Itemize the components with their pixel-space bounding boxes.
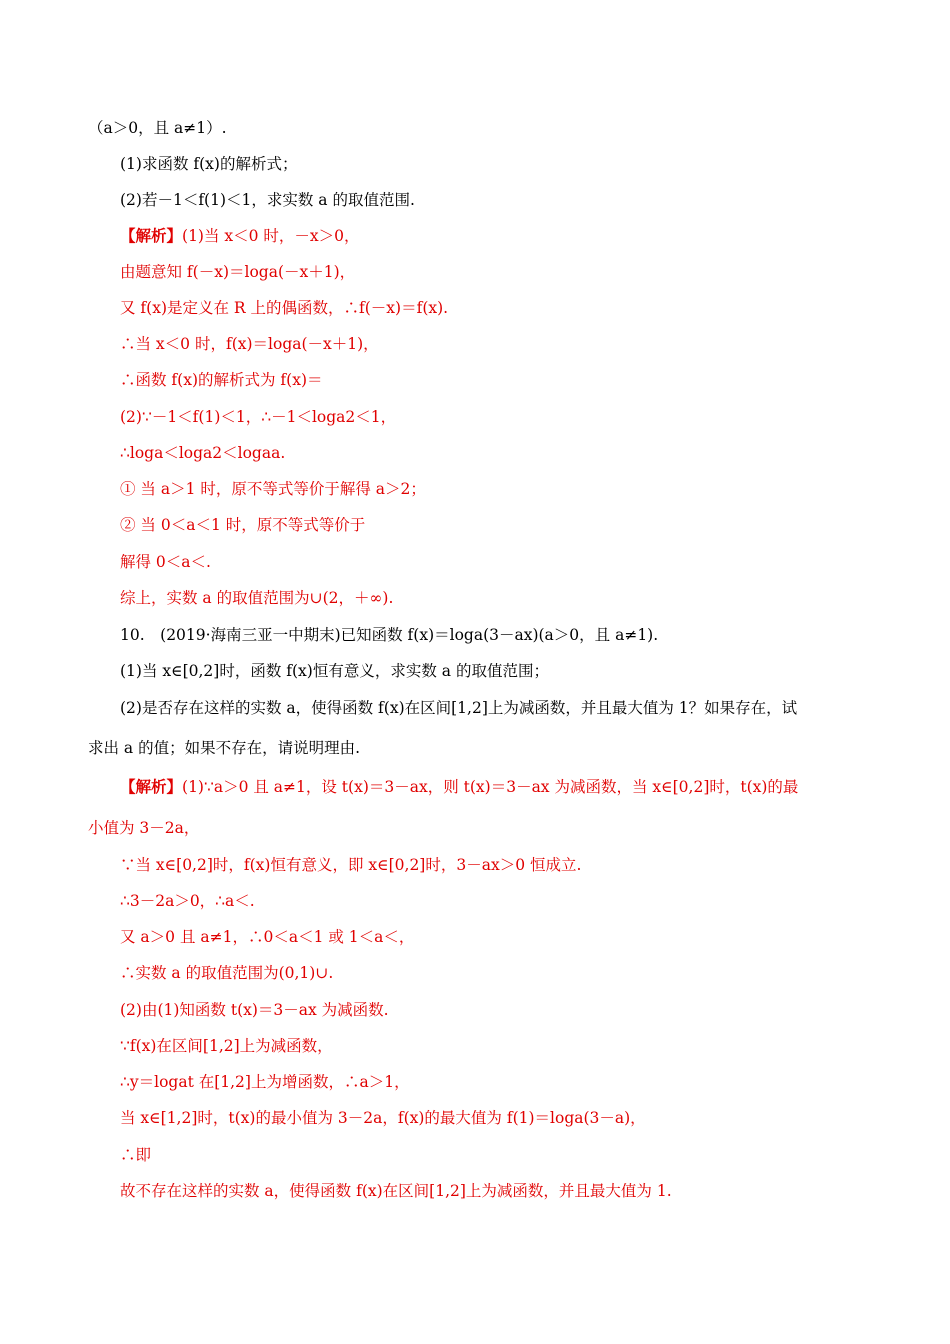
solution-line: (2)∵－1＜f(1)＜1，∴－1＜loga2＜1， <box>120 408 397 426</box>
solution-line: ∴实数 a 的取值范围为(0,1)∪. <box>120 964 334 982</box>
solution-line: ∴y＝logat 在[1,2]上为增函数，∴a＞1， <box>120 1073 410 1091</box>
solution-conclusion: 故不存在这样的实数 a，使得函数 f(x)在区间[1,2]上为减函数，并且最大值为 1. <box>120 1182 672 1200</box>
solution-line: 当 x∈[1,2]时，t(x)的最小值为 3－2a，f(x)的最大值为 f(1)＝loga(3－a)， <box>120 1109 646 1127</box>
solution-line: 解得 0＜a＜. <box>120 553 211 571</box>
solution-line: ∵当 x∈[0,2]时，f(x)恒有意义，即 x∈[0,2]时，3－ax＞0 恒成立. <box>120 856 582 874</box>
solution-line: ∴函数 f(x)的解析式为 f(x)＝ <box>120 371 323 389</box>
solution-line: ② 当 0＜a＜1 时，原不等式等价于 <box>120 516 366 534</box>
question-2: (2)若－1＜f(1)＜1，求实数 a 的取值范围. <box>120 191 415 209</box>
solution-line: ∴当 x＜0 时，f(x)＝loga(－x＋1)， <box>120 335 379 353</box>
question-2: (2)是否存在这样的实数 a，使得函数 f(x)在区间[1,2]上为减函数，并且最大值为 1？如果存在，试 <box>120 699 798 717</box>
solution-line: 小值为 3－2a， <box>88 819 200 837</box>
solution-line: ① 当 a＞1 时，原不等式等价于解得 a＞2； <box>120 480 426 498</box>
solution-line: ∴3－2a＞0，∴a＜. <box>120 892 255 910</box>
solution-line: 【解析】(1)当 x＜0 时，－x＞0， <box>120 226 360 245</box>
solution-line: 综上，实数 a 的取值范围为∪(2，＋∞). <box>120 589 394 607</box>
solution-line: 【解析】(1)∵a＞0 且 a≠1，设 t(x)＝3－ax，则 t(x)＝3－ax 为减函数，当 x∈[0,2]时，t(x)的最 <box>120 777 799 796</box>
question-1: (1)求函数 f(x)的解析式； <box>120 155 298 173</box>
problem-condition-line: （a＞0，且 a≠1）. <box>88 119 227 137</box>
question-1: (1)当 x∈[0,2]时，函数 f(x)恒有意义，求实数 a 的取值范围； <box>120 662 549 680</box>
question-2-continued: 求出 a 的值；如果不存在，请说明理由. <box>88 739 361 757</box>
solution-line: ∴loga＜loga2＜logaa. <box>120 444 286 462</box>
solution-line: 又 f(x)是定义在 R 上的偶函数，∴f(－x)＝f(x). <box>120 299 449 317</box>
solution-line: (2)由(1)知函数 t(x)＝3－ax 为减函数. <box>120 1001 389 1019</box>
solution-line: 又 a＞0 且 a≠1，∴0＜a＜1 或 1＜a＜， <box>120 928 415 946</box>
solution-line: ∵f(x)在区间[1,2]上为减函数， <box>120 1037 333 1055</box>
problem-10-statement: 10. (2019·海南三亚一中期末)已知函数 f(x)＝loga(3－ax)(a＞0，且 a≠1). <box>120 626 659 644</box>
solution-tag: 【解析】 <box>120 226 183 245</box>
solution-line: ∴即 <box>120 1146 152 1164</box>
solution-tag: 【解析】 <box>120 777 183 796</box>
solution-line: 由题意知 f(－x)＝loga(－x＋1)， <box>120 263 356 281</box>
